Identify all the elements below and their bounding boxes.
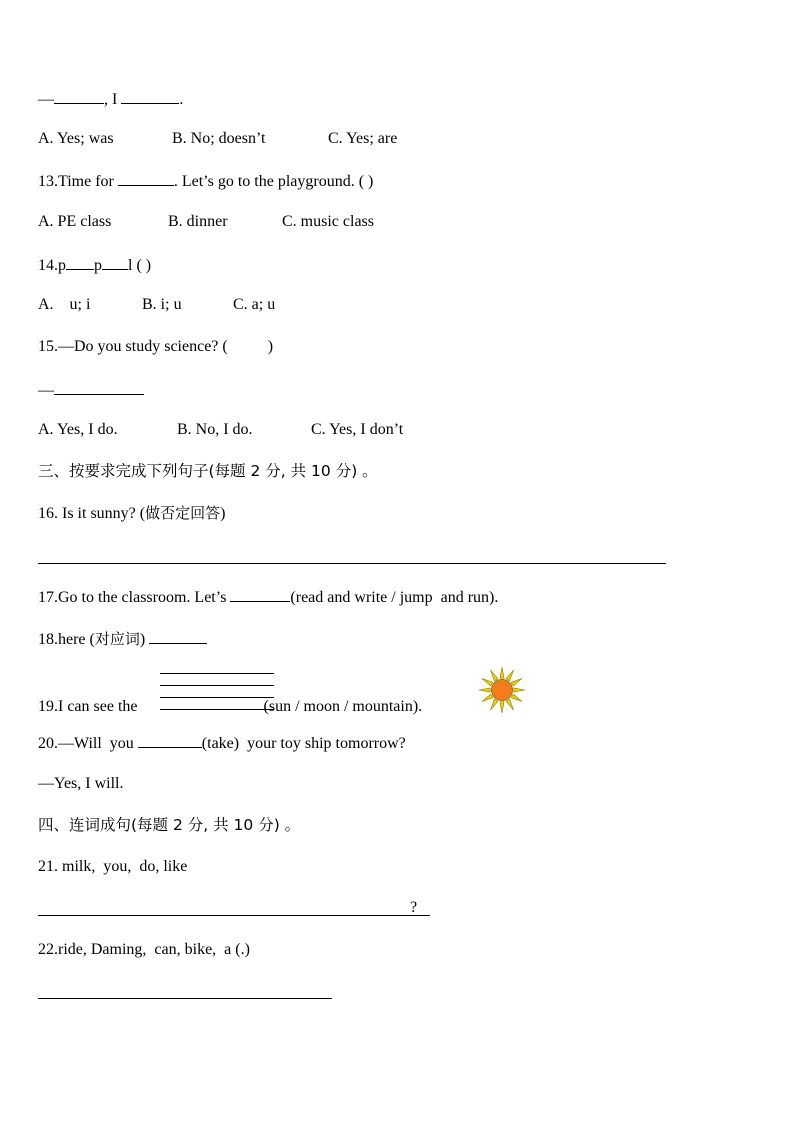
q15-options xyxy=(38,420,403,440)
section-4-heading: 四、连词成句(每题 2 分, 共 10 分) 。 xyxy=(38,816,301,834)
q21-words: 21. milk, you, do, like xyxy=(38,858,188,875)
q19-writing-line-1 xyxy=(160,673,274,674)
q15-answer-line xyxy=(38,379,144,401)
q14-stem xyxy=(38,254,151,276)
sun-ray xyxy=(511,679,522,686)
sun-ray xyxy=(511,694,522,701)
q12-answer-line xyxy=(38,88,183,110)
q14-part-1: 14.p xyxy=(38,257,66,274)
q12-dash: — xyxy=(38,91,54,108)
sun-ray xyxy=(500,702,504,713)
q15-stem: 15.—Do you study science? ( ) xyxy=(38,338,274,355)
q22-words: 22.ride, Daming, can, bike, a (.) xyxy=(38,941,250,958)
q16-answer-line[interactable] xyxy=(38,563,666,564)
q20-answer: —Yes, I will. xyxy=(38,775,124,792)
q18-stem-a: 18.here ( xyxy=(38,631,95,648)
q18-stem-b: ) xyxy=(139,631,150,648)
q12-blank-2[interactable] xyxy=(121,88,179,104)
q12-option-c[interactable]: C. Yes; are xyxy=(328,130,398,147)
sun-ray xyxy=(491,670,498,681)
q17-stem-b: (read and write / jump and run). xyxy=(290,589,499,606)
sun-ray xyxy=(506,670,513,681)
sun-ray xyxy=(482,694,493,701)
sun-ray xyxy=(479,688,490,692)
q13-blank[interactable] xyxy=(118,170,174,186)
q20-stem-b: (take) your toy ship tomorrow? xyxy=(201,735,406,752)
q14-part-2: p xyxy=(94,257,102,274)
q18-stem xyxy=(38,628,207,650)
sun-ray xyxy=(506,699,513,710)
sun-icon xyxy=(478,666,526,714)
q16-stem-b: ) xyxy=(220,505,226,522)
q12-option-b[interactable]: B. No; doesn’t xyxy=(172,130,266,147)
q16-stem-a: 16. Is it sunny? ( xyxy=(38,505,146,522)
sun-ray xyxy=(514,688,525,692)
q13-option-a[interactable]: A. PE class xyxy=(38,213,112,230)
q21-question-mark: ? xyxy=(410,899,418,916)
q15-option-b[interactable]: B. No, I do. xyxy=(177,421,253,438)
section-3-heading: 三、按要求完成下列句子(每题 2 分, 共 10 分) 。 xyxy=(38,462,378,480)
q19-stem xyxy=(38,697,422,717)
sun-ray xyxy=(482,679,493,686)
q19-writing-line-2 xyxy=(160,685,274,686)
sun-ray xyxy=(491,699,498,710)
q14-option-b[interactable]: B. i; u xyxy=(142,296,182,313)
q13-stem-b: . Let’s go to the playground. ( ) xyxy=(173,173,374,190)
q13-option-b[interactable]: B. dinner xyxy=(168,213,228,230)
q17-blank[interactable] xyxy=(230,586,290,602)
q18-blank[interactable] xyxy=(149,628,207,644)
q13-option-c[interactable]: C. music class xyxy=(282,213,374,230)
q20-stem xyxy=(38,732,406,754)
q15-dash: — xyxy=(38,382,54,399)
q15-option-c[interactable]: C. Yes, I don’t xyxy=(311,421,404,438)
q12-option-a[interactable]: A. Yes; was xyxy=(38,130,114,147)
q14-option-c[interactable]: C. a; u xyxy=(233,296,276,313)
q14-options xyxy=(38,295,275,315)
q20-stem-a: 20.—Will you xyxy=(38,735,138,752)
q14-blank-1[interactable] xyxy=(66,254,94,270)
q12-options xyxy=(38,129,397,149)
q12-comma-i: , I xyxy=(104,91,122,108)
q22-answer-line[interactable] xyxy=(38,998,332,999)
q15-blank[interactable] xyxy=(54,379,144,395)
q21-answer-line[interactable] xyxy=(38,915,430,916)
q15-option-a[interactable]: A. Yes, I do. xyxy=(38,421,118,438)
q12-blank-1[interactable] xyxy=(54,88,104,104)
q18-stem-cn: 对应词 xyxy=(94,630,140,648)
q14-blank-2[interactable] xyxy=(102,254,128,270)
q20-blank[interactable] xyxy=(138,732,202,748)
q17-stem-a: 17.Go to the classroom. Let’s xyxy=(38,589,231,606)
q13-stem xyxy=(38,170,373,192)
q16-stem-cn: 做否定回答 xyxy=(145,504,221,522)
q14-option-a[interactable]: A. u; i xyxy=(38,296,91,313)
sun-ray xyxy=(500,667,504,678)
q19-stem-a: 19.I can see the xyxy=(38,698,142,715)
q17-stem xyxy=(38,586,498,608)
q13-stem-a: 13.Time for xyxy=(38,173,118,190)
q12-end: . xyxy=(179,91,184,108)
q13-options xyxy=(38,212,374,232)
q14-part-3: l ( ) xyxy=(128,257,152,274)
q19-stem-b: (sun / moon / mountain). xyxy=(259,698,423,715)
q16-stem xyxy=(38,503,225,524)
sun-core xyxy=(492,680,513,701)
